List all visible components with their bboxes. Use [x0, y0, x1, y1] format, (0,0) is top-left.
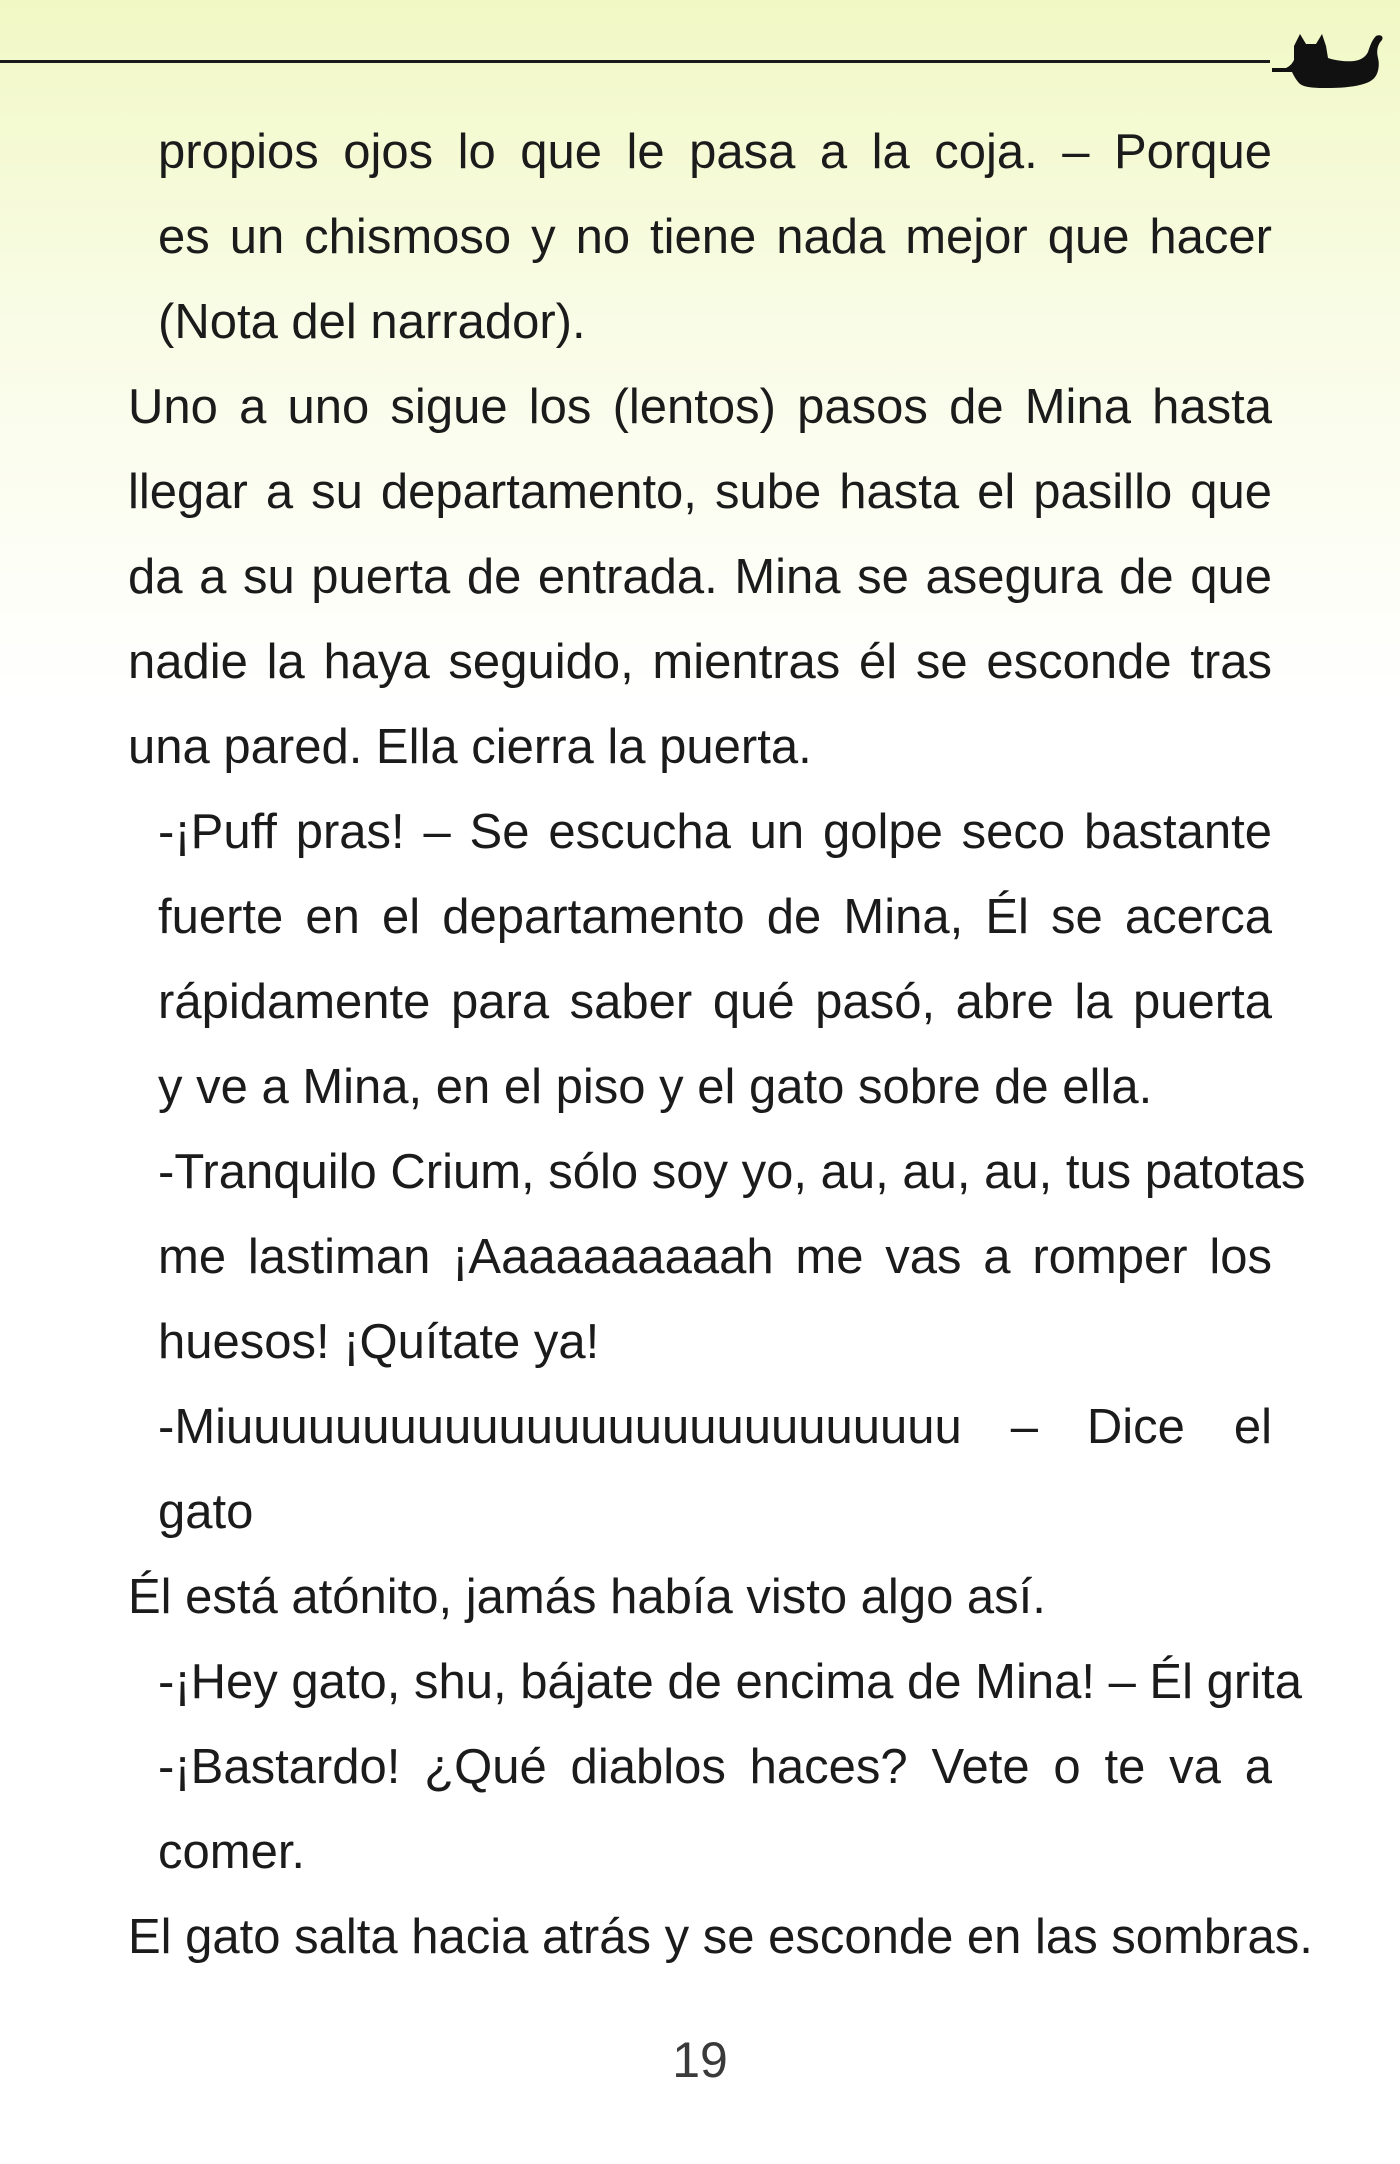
text-line: me lastiman ¡Aaaaaaaaaah me vas a romper los — [158, 1230, 1272, 1284]
text-line: llegar a su departamento, sube hasta el pasillo que — [128, 465, 1272, 519]
text-line: da a su puerta de entrada. Mina se asegura de que — [128, 550, 1272, 604]
page-text — [128, 110, 1313, 1980]
text-line: es un chismoso y no tiene nada mejor que hacer — [158, 210, 1272, 264]
text-line: -Tranquilo Crium, sólo soy yo, au, au, au, tus patotas — [158, 1145, 1306, 1199]
text-line: -¡Hey gato, shu, bájate de encima de Mina! – Él grita — [158, 1655, 1302, 1709]
page-number: 19 — [672, 2032, 728, 2088]
text-line: (Nota del narrador). — [158, 295, 586, 349]
text-line: y ve a Mina, en el piso y el gato sobre de ella. — [158, 1060, 1153, 1114]
text-line: Él está atónito, jamás había visto algo así. — [128, 1570, 1046, 1624]
text-line: -Miuuuuuuuuuuuuuuuuuuuuuuuuuuu – Dice el — [158, 1400, 1272, 1454]
text-line: -¡Puff pras! – Se escucha un golpe seco bastante — [158, 805, 1272, 859]
text-line: fuerte en el departamento de Mina, Él se acerca — [158, 890, 1272, 944]
text-line: El gato salta hacia atrás y se esconde en las sombras. — [128, 1910, 1313, 1964]
text-line: rápidamente para saber qué pasó, abre la puerta — [158, 975, 1272, 1029]
cat-silhouette-icon — [1272, 26, 1384, 90]
text-line: una pared. Ella cierra la puerta. — [128, 720, 812, 774]
text-line: nadie la haya seguido, mientras él se esconde tras — [128, 635, 1272, 689]
text-line: propios ojos lo que le pasa a la coja. – Porque — [158, 125, 1272, 179]
text-line: gato — [158, 1485, 254, 1539]
header-rule — [0, 60, 1270, 63]
text-line: Uno a uno sigue los (lentos) pasos de Mina hasta — [128, 380, 1272, 434]
text-line: huesos! ¡Quítate ya! — [158, 1315, 600, 1369]
text-line: -¡Bastardo! ¿Qué diablos haces? Vete o te va a — [158, 1740, 1272, 1794]
text-line: comer. — [158, 1825, 306, 1879]
